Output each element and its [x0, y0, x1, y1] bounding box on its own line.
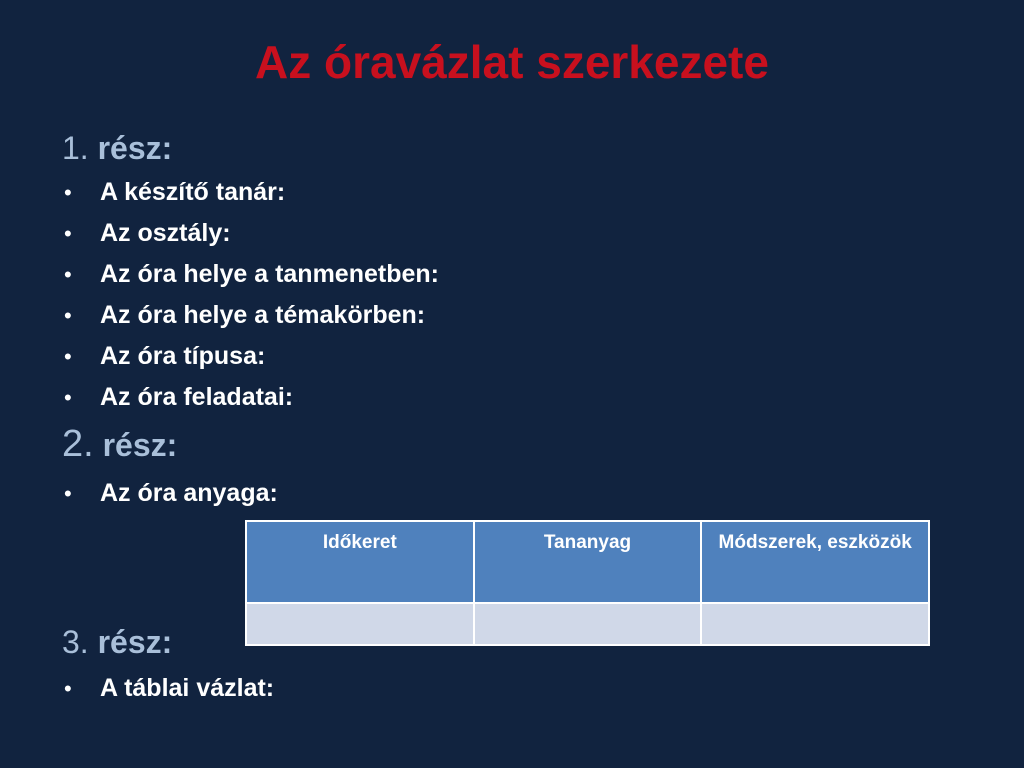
list-item-text: Az óra helye a témakörben: [100, 301, 426, 329]
bullet-icon: • [64, 221, 72, 246]
list-item [62, 172, 439, 213]
list-item-text: Az óra helye a tanmenetben: [100, 260, 439, 288]
section-heading-part-3 [62, 622, 172, 662]
section-number: 3. [62, 624, 89, 660]
list-item [62, 473, 278, 514]
section-label: rész: [102, 427, 178, 463]
list-item [62, 668, 274, 709]
section-number: 1. [62, 130, 89, 166]
list-item [62, 377, 439, 418]
list-item [62, 295, 439, 336]
bullet-icon: • [64, 180, 72, 205]
list-item-text: A készítő tanár: [100, 178, 286, 206]
section-heading-part-2 [62, 424, 177, 465]
section-number: 2. [62, 423, 94, 465]
slide-title: Az óravázlat szerkezete [255, 36, 769, 88]
table-header-row [246, 521, 929, 603]
section-heading-part-1 [62, 128, 172, 168]
list-item-text: Az osztály: [100, 219, 231, 247]
table-cell [246, 603, 474, 645]
part-2-list [62, 473, 278, 514]
section-label: rész: [97, 130, 173, 166]
part-1-list [62, 172, 439, 418]
bullet-icon: • [64, 385, 72, 410]
table-cell [474, 603, 702, 645]
bullet-icon: • [64, 676, 72, 701]
list-item-text: Az óra típusa: [100, 342, 266, 370]
part-3-list [62, 668, 274, 709]
bullet-icon: • [64, 481, 72, 506]
list-item-text: Az óra feladatai: [100, 383, 294, 411]
table-header-cell: Módszerek, eszközök [701, 521, 929, 603]
table-row [246, 603, 929, 645]
bullet-icon: • [64, 262, 72, 287]
list-item-text: Az óra anyaga: [100, 479, 278, 507]
bullet-icon: • [64, 344, 72, 369]
list-item [62, 336, 439, 377]
table-header-cell: Időkeret [246, 521, 474, 603]
lesson-plan-table [245, 520, 930, 646]
list-item [62, 213, 439, 254]
bullet-icon: • [64, 303, 72, 328]
list-item-text: A táblai vázlat: [100, 674, 275, 702]
table-cell [701, 603, 929, 645]
table-header-cell: Tananyag [474, 521, 702, 603]
section-label: rész: [97, 624, 173, 660]
list-item [62, 254, 439, 295]
